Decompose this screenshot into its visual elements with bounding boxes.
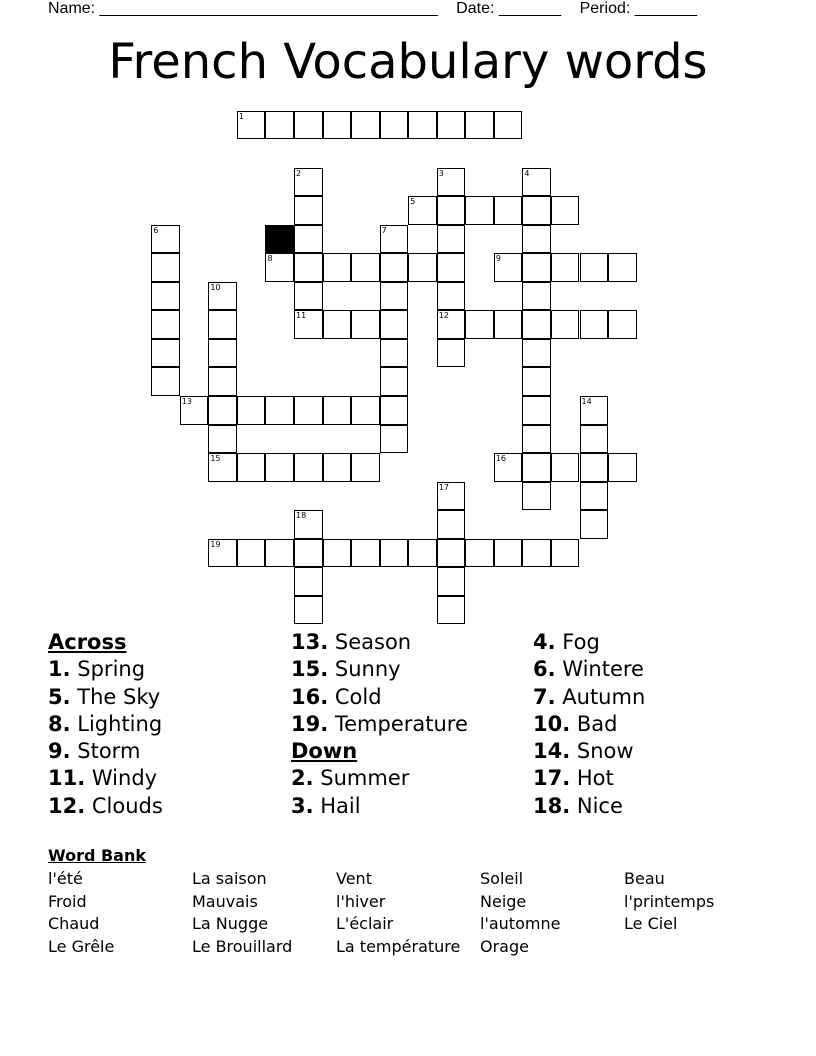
clue-number: 17: [438, 482, 449, 492]
clue-number: 13.: [291, 630, 329, 654]
clue-number: 3: [438, 168, 444, 178]
crossword-cell[interactable]: [208, 425, 237, 454]
crossword-cell[interactable]: [608, 310, 637, 339]
clue-number: 18: [296, 511, 307, 521]
clue-number: 15.: [291, 657, 329, 682]
crossword-cell[interactable]: [237, 396, 266, 425]
clue-text: Autumn: [555, 684, 646, 709]
word-bank-item: l'hiver: [336, 891, 386, 911]
clue-number: 6: [153, 225, 159, 235]
word-bank-item: Neige: [480, 891, 527, 911]
crossword-cell[interactable]: [265, 111, 294, 140]
clue-number: 18.: [533, 793, 571, 818]
clue-number: 5: [410, 197, 416, 207]
crossword-cell[interactable]: [522, 396, 551, 425]
crossword-cell[interactable]: [208, 339, 237, 368]
clue-number: 19: [210, 539, 221, 549]
word-bank-item: Le Ciel: [624, 914, 678, 934]
crossword-cell[interactable]: [294, 253, 323, 282]
clue-item: [48, 765, 163, 792]
word-bank-item: La saison: [192, 869, 267, 888]
clue-number: 7.: [533, 684, 556, 709]
crossword-cell[interactable]: [294, 282, 323, 311]
crossword-cell[interactable]: [208, 396, 237, 425]
clue-item: [533, 738, 645, 765]
clue-text: Hot: [570, 766, 614, 791]
crossword-cell[interactable]: [522, 539, 551, 568]
clue-text: Hail: [313, 793, 361, 818]
crossword-cell[interactable]: [608, 453, 637, 482]
clue-heading: Across: [48, 630, 127, 654]
clue-text: Fog: [555, 630, 600, 654]
crossword-cell[interactable]: [580, 510, 609, 539]
clue-number: 19.: [291, 711, 329, 736]
clue-item: [48, 656, 163, 683]
word-bank-item: La Nugge: [192, 914, 269, 934]
word-bank-item: Mauvais: [192, 891, 258, 911]
clue-column-1: [48, 629, 163, 820]
clue-number: 2.: [291, 766, 314, 791]
crossword-cell[interactable]: [380, 282, 409, 311]
crossword-cell[interactable]: [294, 596, 323, 625]
crossword-cell[interactable]: [522, 282, 551, 311]
crossword-cell[interactable]: [437, 282, 466, 311]
clue-text: Sunny: [328, 657, 401, 682]
clue-item: [291, 629, 468, 656]
page-title: French Vocabulary words: [108, 34, 708, 90]
clue-number: 8.: [48, 711, 71, 736]
crossword-cell[interactable]: [465, 310, 494, 339]
crossword-cell[interactable]: [494, 111, 523, 140]
clue-number: 9.: [48, 739, 71, 764]
clue-text: Wintere: [555, 657, 644, 682]
crossword-cell[interactable]: [408, 253, 437, 282]
word-bank-item: Beau: [624, 869, 665, 888]
crossword-cell[interactable]: [580, 482, 609, 511]
clue-text: Season: [328, 630, 412, 654]
crossword-cell[interactable]: [323, 396, 352, 425]
clue-number: 3.: [291, 793, 314, 818]
word-bank-column: [192, 868, 292, 958]
clue-number: 9: [495, 254, 501, 264]
crossword-cell[interactable]: [494, 196, 523, 225]
crossword-cell[interactable]: [294, 196, 323, 225]
crossword-cell[interactable]: [522, 482, 551, 511]
crossword-cell[interactable]: [323, 453, 352, 482]
crossword-cell[interactable]: [351, 111, 380, 140]
period-field[interactable]: Period: _______: [579, 0, 698, 17]
clue-item: [291, 711, 468, 738]
clue-item: [48, 684, 163, 711]
crossword-cell[interactable]: [237, 453, 266, 482]
crossword-cell[interactable]: [522, 453, 551, 482]
clue-number: 6.: [533, 657, 556, 682]
crossword-cell[interactable]: [294, 396, 323, 425]
crossword-cell[interactable]: [294, 111, 323, 140]
clue-item: [533, 656, 645, 683]
clue-item: [533, 765, 645, 792]
clue-item: [291, 656, 468, 683]
crossword-cell[interactable]: [294, 567, 323, 596]
clue-number: 10: [210, 282, 221, 292]
crossword-cell[interactable]: [437, 539, 466, 568]
word-bank-item: Chaud: [48, 914, 100, 934]
crossword-cell[interactable]: [380, 367, 409, 396]
crossword-cell[interactable]: [465, 111, 494, 140]
clue-number: 11.: [48, 766, 86, 791]
crossword-cell[interactable]: [551, 253, 580, 282]
crossword-cell[interactable]: [351, 453, 380, 482]
clue-text: Clouds: [85, 793, 163, 818]
crossword-cell[interactable]: [380, 253, 409, 282]
clue-number: 1: [238, 111, 244, 121]
clue-number: 14: [581, 397, 592, 406]
clue-number: 14.: [533, 739, 571, 764]
clue-text: Temperature: [328, 711, 468, 736]
crossword-cell[interactable]: [265, 539, 294, 568]
clue-number: 1.: [48, 657, 71, 682]
crossword-cell[interactable]: [580, 253, 609, 282]
crossword-cell[interactable]: [551, 453, 580, 482]
crossword-cell[interactable]: [265, 453, 294, 482]
clue-text: Windy: [85, 766, 158, 791]
word-bank-item: Soleil: [480, 869, 524, 888]
crossword-cell[interactable]: [580, 310, 609, 339]
crossword-cell[interactable]: [522, 196, 551, 225]
word-bank-column: [624, 868, 714, 936]
crossword-cell[interactable]: [351, 539, 380, 568]
crossword-cell[interactable]: [351, 396, 380, 425]
crossword-cell[interactable]: [494, 539, 523, 568]
word-bank-item: Vent: [336, 869, 372, 888]
crossword-cell[interactable]: [151, 253, 180, 282]
crossword-cell[interactable]: [551, 539, 580, 568]
crossword-cell[interactable]: [208, 367, 237, 396]
clue-number: 4.: [533, 630, 556, 654]
crossword-cell[interactable]: [551, 196, 580, 225]
crossword-cell[interactable]: [522, 339, 551, 368]
crossword-cell[interactable]: [208, 310, 237, 339]
clue-number: 8: [267, 254, 273, 264]
crossword-cell[interactable]: [323, 310, 352, 339]
clue-column-2: [291, 629, 468, 820]
crossword-cell[interactable]: [522, 225, 551, 254]
crossword-cell[interactable]: [323, 539, 352, 568]
word-bank-item: Le Grêle: [48, 936, 115, 956]
name-field[interactable]: Name: ______________________________________: [48, 0, 438, 17]
clue-item: [533, 711, 645, 738]
clue-item: [48, 738, 163, 765]
word-bank-item: Le Brouillard: [192, 936, 293, 956]
clue-text: Snow: [570, 739, 634, 764]
clue-number: 16: [495, 454, 507, 464]
clue-number: 4: [524, 168, 530, 178]
date-field[interactable]: Date: _______: [456, 0, 562, 17]
crossword-cell[interactable]: [551, 310, 580, 339]
clue-column-3: [533, 629, 645, 820]
word-bank-item: l'été: [48, 869, 83, 888]
crossword-cell[interactable]: [294, 539, 323, 568]
crossword-cell[interactable]: [351, 310, 380, 339]
word-bank-item: l'automne: [480, 914, 561, 934]
crossword-cell[interactable]: [437, 339, 466, 368]
clue-text: The Sky: [70, 684, 161, 709]
crossword-cell[interactable]: [608, 253, 637, 282]
clue-item: [291, 793, 468, 820]
clue-number: 10.: [533, 711, 571, 736]
clue-number: 7: [381, 225, 387, 235]
word-bank-item: L'éclair: [336, 914, 394, 934]
word-bank-column: [336, 868, 460, 958]
clue-number: 5.: [48, 684, 71, 709]
crossword-cell[interactable]: [522, 425, 551, 454]
clue-item: [533, 684, 645, 711]
crossword-cell[interactable]: [323, 253, 352, 282]
clue-number: 2: [296, 168, 302, 178]
clue-text: Bad: [570, 711, 618, 736]
crossword-cell[interactable]: [294, 225, 323, 254]
crossword-cell[interactable]: [351, 253, 380, 282]
crossword-cell[interactable]: [380, 539, 409, 568]
word-bank-item: Orage: [480, 936, 529, 956]
clue-text: Spring: [70, 657, 146, 682]
clue-heading: Down: [291, 739, 358, 764]
clue-number: 12: [438, 311, 449, 321]
crossword-cell[interactable]: [380, 425, 409, 454]
crossword-cell[interactable]: [522, 253, 551, 282]
clue-text: Summer: [313, 766, 410, 791]
word-bank-item: l'printemps: [624, 891, 715, 911]
crossword-cell[interactable]: [408, 539, 437, 568]
clue-number: 17.: [533, 766, 571, 791]
crossword-cell[interactable]: [408, 111, 437, 140]
clue-item: [533, 629, 645, 656]
clue-number: 15: [210, 454, 221, 464]
clue-item: [291, 684, 468, 711]
crossword-cell[interactable]: [437, 225, 466, 254]
crossword-cell[interactable]: [494, 310, 523, 339]
crossword-cell[interactable]: [522, 310, 551, 339]
crossword-cell[interactable]: [437, 196, 466, 225]
clue-item: [291, 765, 468, 792]
crossword-cell[interactable]: [323, 111, 352, 140]
crossword-cell[interactable]: [465, 196, 494, 225]
clue-item: [533, 793, 645, 820]
clue-number: 13: [181, 397, 192, 406]
crossword-black-cell: [265, 225, 294, 254]
crossword-cell[interactable]: [151, 367, 180, 396]
clue-text: Nice: [570, 793, 623, 818]
word-bank-column: [48, 868, 114, 958]
clue-item: [48, 793, 163, 820]
crossword-cell[interactable]: [437, 596, 466, 625]
clue-text: Cold: [328, 684, 382, 709]
clue-number: 16.: [291, 684, 329, 709]
word-bank-item: La température: [336, 936, 461, 956]
crossword-cell[interactable]: [151, 339, 180, 368]
clue-number: 12.: [48, 793, 86, 818]
crossword-cell[interactable]: [151, 282, 180, 311]
crossword-cell[interactable]: [437, 567, 466, 596]
word-bank-column: [480, 868, 560, 958]
word-bank-item: Froid: [48, 891, 87, 911]
crossword-cell[interactable]: [294, 453, 323, 482]
crossword-cell[interactable]: [580, 425, 609, 454]
crossword-cell[interactable]: [437, 111, 466, 140]
crossword-cell[interactable]: [151, 310, 180, 339]
clue-item: [48, 711, 163, 738]
crossword-cell[interactable]: [437, 253, 466, 282]
clue-text: Storm: [70, 739, 141, 764]
crossword-cell[interactable]: [465, 539, 494, 568]
clue-number: 11: [296, 311, 307, 321]
clue-text: Lighting: [70, 711, 163, 736]
crossword-cell[interactable]: [380, 339, 409, 368]
word-bank-heading: Word Bank: [48, 846, 147, 865]
crossword-cell[interactable]: [380, 396, 409, 425]
crossword-cell[interactable]: [580, 453, 609, 482]
crossword-cell[interactable]: [437, 510, 466, 539]
crossword-cell[interactable]: [380, 111, 409, 140]
crossword-cell[interactable]: [237, 539, 266, 568]
crossword-cell[interactable]: [265, 396, 294, 425]
crossword-cell[interactable]: [380, 310, 409, 339]
crossword-cell[interactable]: [522, 367, 551, 396]
